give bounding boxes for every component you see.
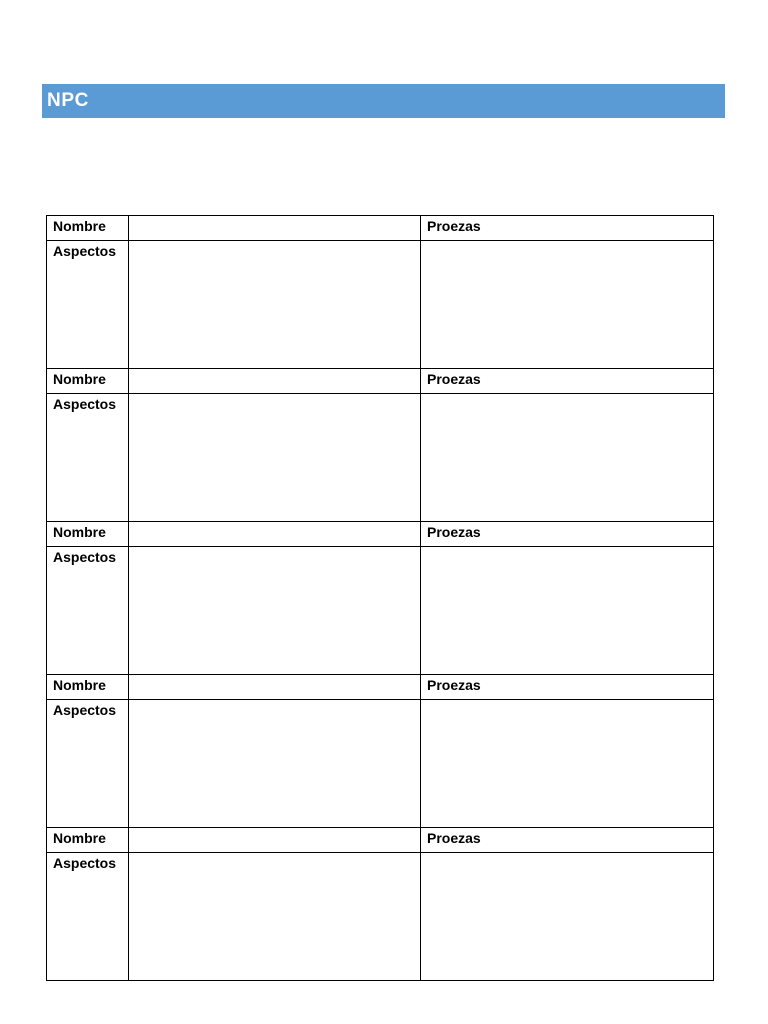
aspects-label: Aspectos [47, 394, 129, 522]
name-field[interactable] [129, 216, 421, 241]
aspects-label: Aspectos [47, 853, 129, 981]
name-label: Nombre [47, 522, 129, 547]
npc-body-row [47, 547, 714, 675]
feats-label: Proezas [421, 522, 714, 547]
feats-field[interactable] [421, 241, 714, 369]
feats-label: Proezas [421, 828, 714, 853]
aspects-field[interactable] [129, 853, 421, 981]
feats-field[interactable] [421, 700, 714, 828]
aspects-field[interactable] [129, 241, 421, 369]
npc-table [46, 215, 714, 981]
npc-body-row [47, 700, 714, 828]
name-label: Nombre [47, 828, 129, 853]
name-label: Nombre [47, 216, 129, 241]
name-field[interactable] [129, 522, 421, 547]
npc-header-row [47, 369, 714, 394]
feats-label: Proezas [421, 369, 714, 394]
feats-label: Proezas [421, 675, 714, 700]
npc-header-row [47, 828, 714, 853]
npc-header-row [47, 675, 714, 700]
aspects-field[interactable] [129, 547, 421, 675]
aspects-field[interactable] [129, 700, 421, 828]
name-field[interactable] [129, 369, 421, 394]
aspects-label: Aspectos [47, 547, 129, 675]
page-title: NPC [47, 90, 89, 111]
name-label: Nombre [47, 369, 129, 394]
feats-label: Proezas [421, 216, 714, 241]
npc-body-row [47, 853, 714, 981]
npc-body-row [47, 394, 714, 522]
feats-field[interactable] [421, 547, 714, 675]
feats-field[interactable] [421, 394, 714, 522]
aspects-label: Aspectos [47, 700, 129, 828]
npc-header-row [47, 216, 714, 241]
feats-field[interactable] [421, 853, 714, 981]
npc-body-row [47, 241, 714, 369]
aspects-label: Aspectos [47, 241, 129, 369]
name-field[interactable] [129, 675, 421, 700]
name-field[interactable] [129, 828, 421, 853]
name-label: Nombre [47, 675, 129, 700]
aspects-field[interactable] [129, 394, 421, 522]
npc-header-row [47, 522, 714, 547]
title-bar [42, 84, 725, 118]
